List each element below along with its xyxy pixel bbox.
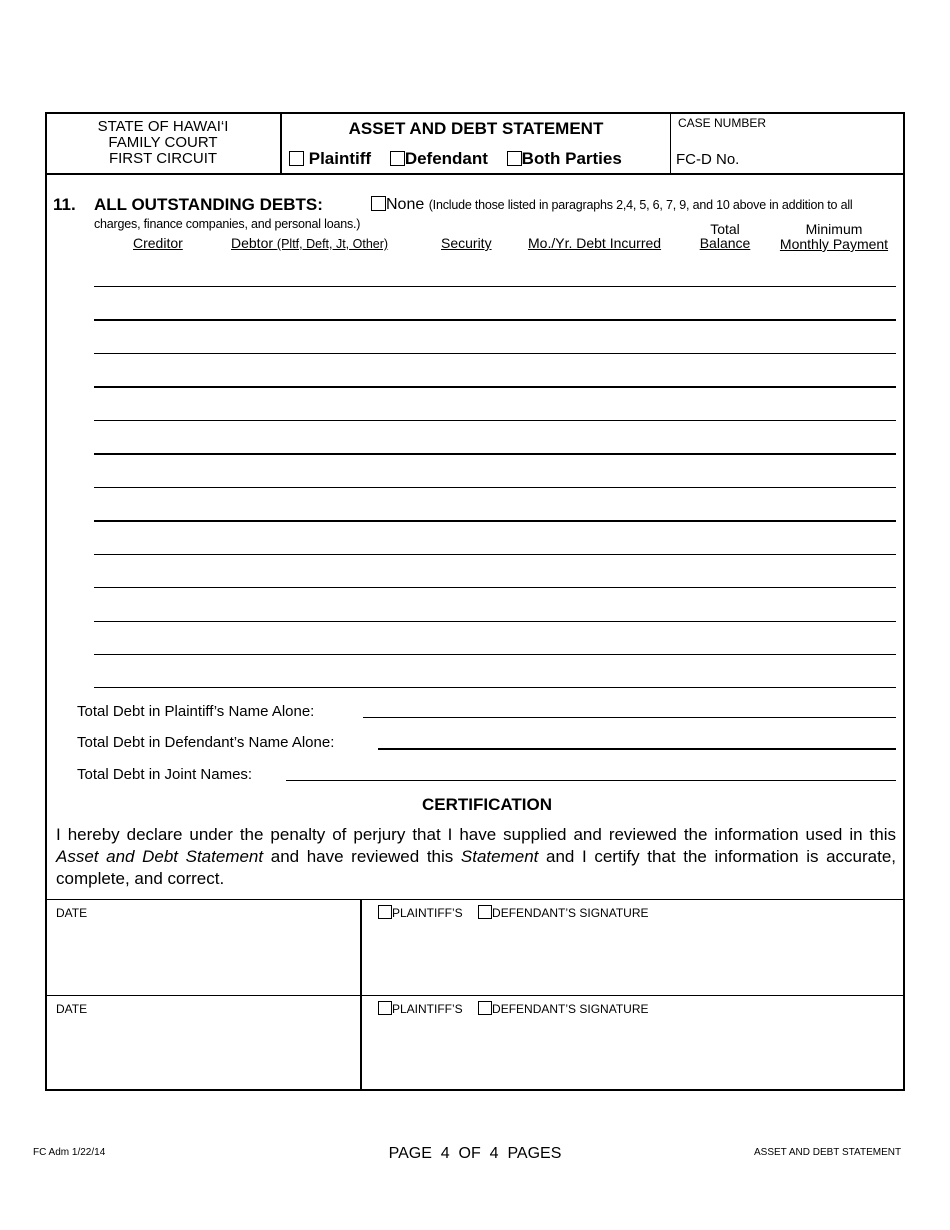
certification-text-part2: and have reviewed this <box>263 847 461 866</box>
debt-row-line[interactable] <box>94 319 896 321</box>
date-field[interactable] <box>47 900 359 994</box>
col-debtor-note: (Pltf, Deft, Jt, Other) <box>276 237 389 251</box>
debt-row-line[interactable] <box>94 520 896 522</box>
case-number-label: CASE NUMBER <box>678 116 767 130</box>
certification-text <box>56 824 896 890</box>
signature-field[interactable] <box>362 1021 903 1089</box>
certification-text-part3: and I certify that the information is accurate, complete, and correct. <box>56 847 897 888</box>
instructions-line2: charges, finance companies, and personal loans.) <box>94 217 361 231</box>
col-minimum-payment <box>772 222 896 252</box>
case-number-prefix: FC-D No. <box>676 151 740 168</box>
instructions-line1: (Include those listed in paragraphs 2,4, 5, 6, 7, 9, and 10 above in addition to all <box>428 198 853 212</box>
party-options <box>289 149 622 169</box>
certification-title: CERTIFICATION <box>421 795 552 814</box>
court-name: FAMILY COURT <box>108 134 218 151</box>
col-minimum-bottom: Monthly Payment <box>779 236 889 252</box>
signature-party-options <box>378 1001 649 1016</box>
col-total-bottom: Balance <box>699 235 751 251</box>
debt-row-line[interactable] <box>94 554 896 555</box>
debt-row-line[interactable] <box>94 286 896 287</box>
total-joint-label: Total Debt in Joint Names: <box>77 766 253 783</box>
both-parties-checkbox[interactable] <box>507 151 522 166</box>
defendant-checkbox[interactable] <box>390 151 405 166</box>
section-number: 11. <box>53 195 76 214</box>
col-debtor-label: Debtor <box>231 235 274 251</box>
defendant-option-label: Defendant <box>404 149 488 168</box>
col-total-balance <box>690 222 760 250</box>
header-bottom-divider <box>45 173 905 175</box>
total-joint-field[interactable] <box>286 780 896 781</box>
defendant-signature-checkbox[interactable] <box>478 905 492 919</box>
col-total-top: Total <box>710 221 740 237</box>
plaintiff-signature-checkbox[interactable] <box>378 1001 392 1015</box>
certification-text-italic2: Statement <box>460 847 539 866</box>
none-label: None <box>386 196 425 213</box>
col-debtor <box>231 235 388 251</box>
debt-row-line[interactable] <box>94 621 896 622</box>
plaintiff-signature-label: PLAINTIFF’S <box>392 1002 463 1016</box>
footer-form-code: FC Adm 1/22/14 <box>33 1147 106 1158</box>
debt-row-line[interactable] <box>94 353 896 354</box>
debt-row-line[interactable] <box>94 420 896 421</box>
form-title: ASSET AND DEBT STATEMENT <box>348 119 604 138</box>
plaintiff-signature-label: PLAINTIFF’S <box>392 906 463 920</box>
none-option <box>371 196 852 214</box>
total-plaintiff-field[interactable] <box>363 717 896 718</box>
defendant-signature-label: DEFENDANT’S SIGNATURE <box>492 1002 649 1016</box>
total-defendant-field[interactable] <box>378 748 896 750</box>
certification-text-italic1: Asset and Debt Statement <box>56 847 264 866</box>
none-checkbox[interactable] <box>371 196 386 211</box>
total-plaintiff-label: Total Debt in Plaintiff’s Name Alone: <box>77 703 315 720</box>
court-state: STATE OF HAWAI‘I <box>97 118 229 135</box>
col-minimum-top: Minimum <box>805 221 863 237</box>
certification-text-part1: I hereby declare under the penalty of perjury that I have supplied and reviewed the information used in this <box>56 825 896 844</box>
defendant-signature-checkbox[interactable] <box>478 1001 492 1015</box>
col-security: Security <box>441 235 492 251</box>
debt-row-line[interactable] <box>94 386 896 388</box>
col-incurred: Mo./Yr. Debt Incurred <box>528 235 662 251</box>
debt-row-line[interactable] <box>94 487 896 488</box>
date-field[interactable] <box>47 996 359 1089</box>
plaintiff-option-label: Plaintiff <box>308 149 372 168</box>
court-info <box>47 119 279 167</box>
both-parties-option-label: Both Parties <box>521 149 622 168</box>
defendant-signature-label: DEFENDANT’S SIGNATURE <box>492 906 649 920</box>
date-label: DATE <box>56 1002 88 1016</box>
signature-field[interactable] <box>362 925 903 994</box>
case-number-field[interactable] <box>676 151 739 168</box>
date-label: DATE <box>56 906 88 920</box>
plaintiff-checkbox[interactable] <box>289 151 304 166</box>
debt-row-line[interactable] <box>94 453 896 455</box>
signature-party-options <box>378 905 649 920</box>
debt-row-line[interactable] <box>94 587 896 588</box>
footer-page-number: PAGE 4 OF 4 PAGES <box>388 1145 562 1162</box>
footer-form-name: ASSET AND DEBT STATEMENT <box>754 1147 902 1158</box>
plaintiff-signature-checkbox[interactable] <box>378 905 392 919</box>
col-creditor: Creditor <box>133 235 183 251</box>
court-circuit: FIRST CIRCUIT <box>108 150 218 167</box>
debt-row-line[interactable] <box>94 687 896 688</box>
total-defendant-label: Total Debt in Defendant’s Name Alone: <box>77 734 335 751</box>
debt-row-line[interactable] <box>94 654 896 655</box>
header-divider-right <box>670 112 671 174</box>
section-title: ALL OUTSTANDING DEBTS: <box>94 195 323 214</box>
